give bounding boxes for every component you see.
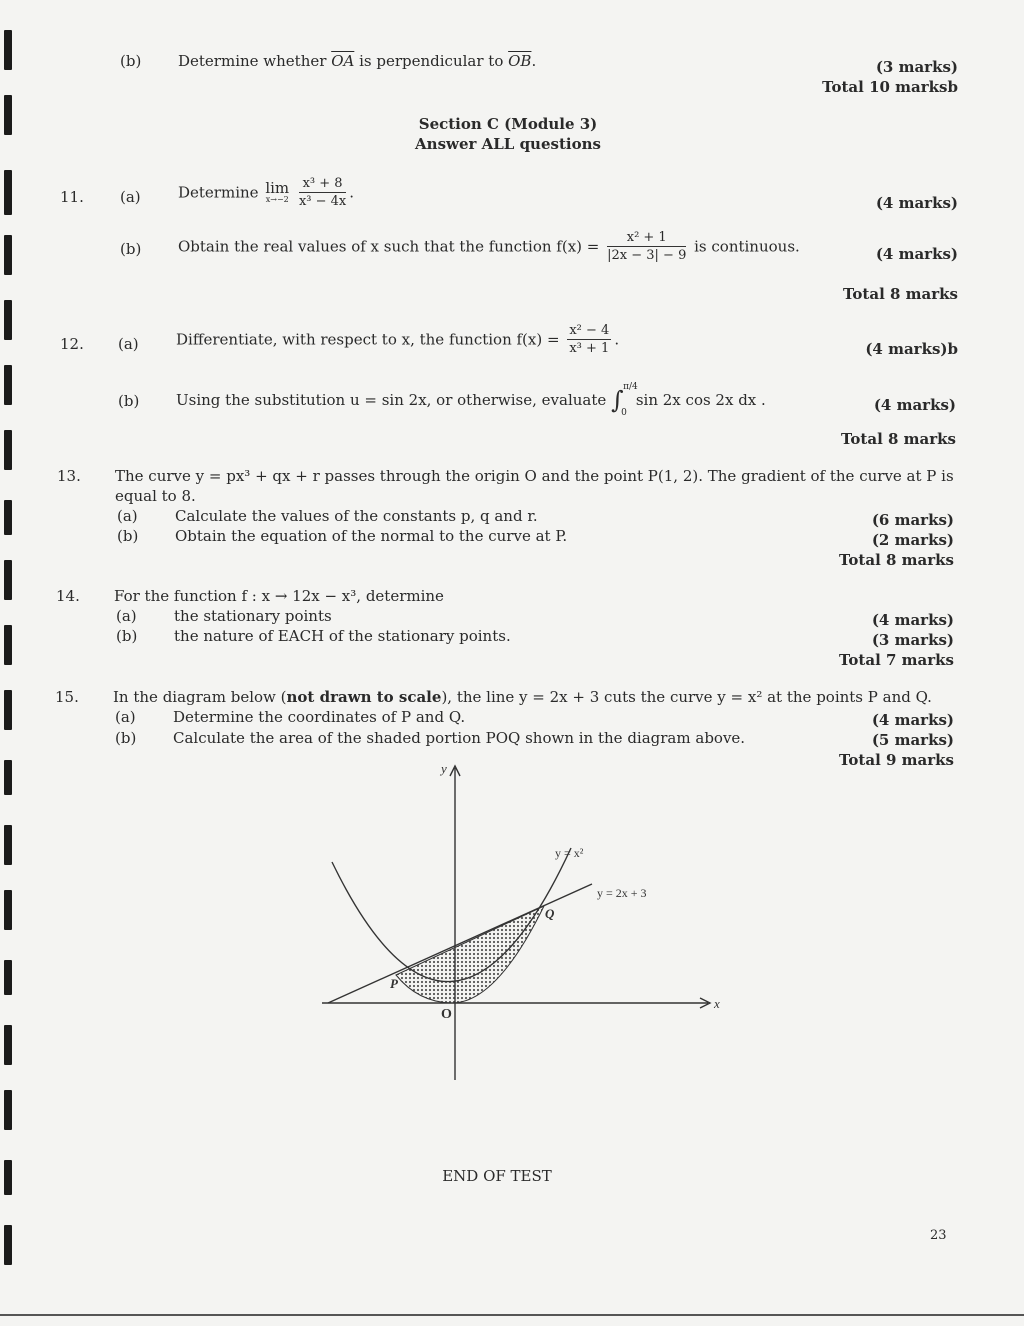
q11a-fraction: $\frac{\text{x³ + 8}}{\text{x³ − 4x}}$ xyxy=(298,176,347,209)
q14-stem: For the function f : x → 12x − x³, determine xyxy=(114,587,444,605)
q12a-text: Differentiate, with respect to x, the function f(x) = $\frac{\text{x² − 4}}{\text{x³ + 1}}$ . xyxy=(176,323,620,356)
q14a-text: the stationary points xyxy=(174,607,332,625)
q11b-text: Obtain the real values of x such that the function f(x) = $\frac{\text{x² + 1}}{|2x - 3| - 9}$ is continuous. xyxy=(178,230,800,263)
origin-label: O xyxy=(441,1007,452,1022)
q13b-marks: (2 marks) xyxy=(871,531,954,549)
q11a-label: (a) xyxy=(120,188,141,206)
q14-number: 14. xyxy=(56,587,80,605)
q14a-marks: (4 marks) xyxy=(871,611,954,629)
point-p-label: P xyxy=(390,976,398,991)
q12-total: Total 8 marks xyxy=(840,430,956,448)
curve-label: y = x² xyxy=(555,846,584,860)
page-bottom-edge xyxy=(0,1314,1024,1316)
section-subtitle: Answer ALL questions xyxy=(415,135,601,153)
page-number: 23 xyxy=(930,1228,947,1243)
q14-total: Total 7 marks xyxy=(838,651,954,669)
point-q-label: Q xyxy=(545,906,555,921)
q10b-label: (b) xyxy=(120,52,142,70)
q14b-label: (b) xyxy=(116,627,138,645)
q12b-label: (b) xyxy=(118,392,140,410)
q14b-text: the nature of EACH of the stationary points. xyxy=(174,627,511,645)
q13a-marks: (6 marks) xyxy=(871,511,954,529)
q11b-fraction: $\frac{\text{x² + 1}}{|2x - 3| - 9}$ xyxy=(607,230,687,263)
q15a-label: (a) xyxy=(115,708,136,726)
integral-sign: ∫ π/4 0 xyxy=(611,382,638,418)
q15b-marks: (5 marks) xyxy=(871,731,954,749)
q13a-label: (a) xyxy=(117,507,138,525)
q15-stem: In the diagram below (not drawn to scale), the line y = 2x + 3 cuts the curve y = x² at the points P and Q. xyxy=(113,688,932,706)
q12b-text: Using the substitution u = sin 2x, or otherwise, evaluate ∫ π/4 0 sin 2x cos 2x dx . xyxy=(176,382,766,418)
q10b-text: Determine whether $\overline{OA}$ is perpendicular to $\overline{OB}$. xyxy=(178,52,537,70)
shaded-region-poq xyxy=(396,906,544,1003)
q15b-label: (b) xyxy=(115,729,137,747)
q15b-text: Calculate the area of the shaded portion POQ shown in the diagram above. xyxy=(173,729,746,747)
q13b-text: Obtain the equation of the normal to the curve at P. xyxy=(175,527,568,545)
q10-total: Total 10 marksb xyxy=(822,78,958,96)
q13a-text: Calculate the values of the constants p, q and r. xyxy=(175,507,538,525)
q12a-marks: (4 marks)b xyxy=(865,340,958,358)
x-axis-label: x xyxy=(714,996,720,1011)
q12a-fraction: $\frac{\text{x² − 4}}{\text{x³ + 1}}$ xyxy=(569,323,610,356)
q13-stem-line1: The curve y = px³ + qx + r passes through the origin O and the point P(1, 2). The gradient of the curve at P is xyxy=(115,467,954,485)
q14b-marks: (3 marks) xyxy=(871,631,954,649)
limit-operator: lim x→−2 xyxy=(265,178,290,205)
q11-number: 11. xyxy=(60,188,84,206)
q12a-label: (a) xyxy=(118,335,139,353)
q13-total: Total 8 marks xyxy=(838,551,954,569)
q11a-text: Determine lim x→−2 $\frac{\text{x³ + 8}}{\text{x³ − 4x}}$ . xyxy=(178,176,355,209)
q11b-label: (b) xyxy=(120,240,142,258)
q13-number: 13. xyxy=(57,467,81,485)
q11a-marks: (4 marks) xyxy=(875,194,958,212)
q13-stem-line2: equal to 8. xyxy=(115,487,196,505)
q12-number: 12. xyxy=(60,335,84,353)
q15-diagram xyxy=(300,755,740,1085)
q14a-label: (a) xyxy=(116,607,137,625)
q15-number: 15. xyxy=(55,688,79,706)
q15a-marks: (4 marks) xyxy=(871,711,954,729)
q10b-marks: (3 marks) xyxy=(875,58,958,76)
q12b-marks: (4 marks) xyxy=(873,396,956,414)
section-title: Section C (Module 3) xyxy=(418,115,598,133)
q11-total: Total 8 marks xyxy=(842,285,958,303)
q13b-label: (b) xyxy=(117,527,139,545)
end-of-test: END OF TEST xyxy=(442,1167,552,1185)
q15-total: Total 9 marks xyxy=(838,751,954,769)
q11b-marks: (4 marks) xyxy=(875,245,958,263)
line-label: y = 2x + 3 xyxy=(597,886,647,900)
y-axis-label: y xyxy=(441,761,447,776)
q15a-text: Determine the coordinates of P and Q. xyxy=(173,708,466,726)
